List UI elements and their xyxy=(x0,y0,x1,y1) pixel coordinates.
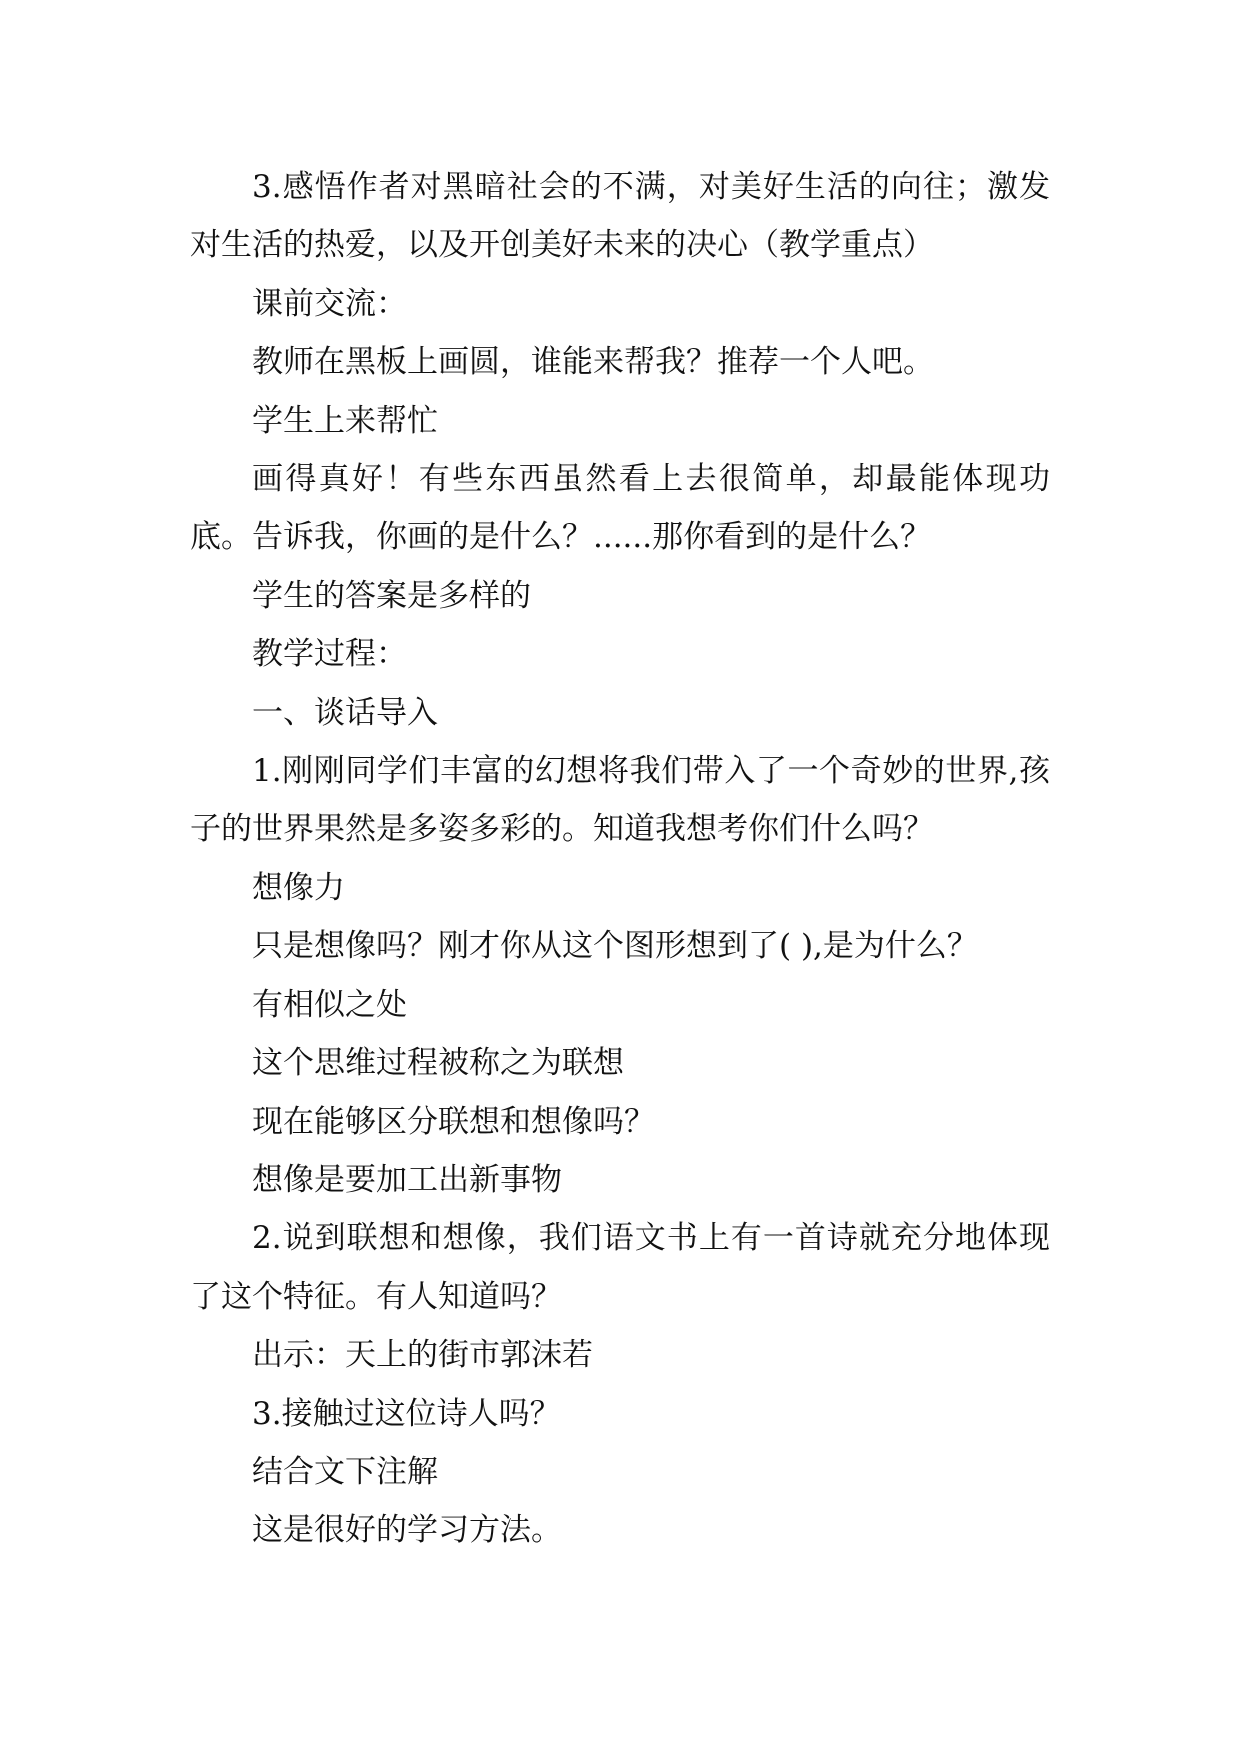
paragraph: 想像力 xyxy=(252,869,345,906)
paragraph: 学生的答案是多样的 xyxy=(252,577,531,614)
paragraph: 课前交流： xyxy=(252,285,407,322)
paragraph: 学生上来帮忙 xyxy=(252,402,438,439)
paragraph: 只是想像吗？刚才你从这个图形想到了( ),是为什么？ xyxy=(252,928,978,965)
paragraph: 教师在黑板上画圆，谁能来帮我？推荐一个人吧。 xyxy=(252,344,934,381)
paragraph: 画得真好！有些东西虽然看上去很简单，却最能体现功底。告诉我，你画的是什么？......那你看到的是什么？ xyxy=(190,461,1050,556)
paragraph: 3.接触过这位诗人吗？ xyxy=(252,1395,561,1432)
paragraph: 有相似之处 xyxy=(252,986,407,1023)
paragraph: 结合文下注解 xyxy=(252,1453,438,1490)
paragraph: 出示：天上的街市郭沫若 xyxy=(252,1337,593,1374)
paragraph: 这是很好的学习方法。 xyxy=(252,1512,562,1549)
paragraph: 3.感悟作者对黑暗社会的不满，对美好生活的向往；激发对生活的热爱，以及开创美好未来的决心（教学重点） xyxy=(190,169,1050,264)
document-body xyxy=(190,158,1050,1560)
paragraph: 1.刚刚同学们丰富的幻想将我们带入了一个奇妙的世界,孩子的世界果然是多姿多彩的。知道我想考你们什么吗？ xyxy=(190,753,1050,848)
section-heading: 一、谈话导入 xyxy=(252,694,438,731)
paragraph: 2.说到联想和想像，我们语文书上有一首诗就充分地体现了这个特征。有人知道吗？ xyxy=(190,1220,1050,1315)
paragraph: 教学过程： xyxy=(252,636,407,673)
paragraph: 想像是要加工出新事物 xyxy=(252,1161,562,1198)
paragraph: 这个思维过程被称之为联想 xyxy=(252,1045,624,1082)
paragraph: 现在能够区分联想和想像吗？ xyxy=(252,1103,655,1140)
